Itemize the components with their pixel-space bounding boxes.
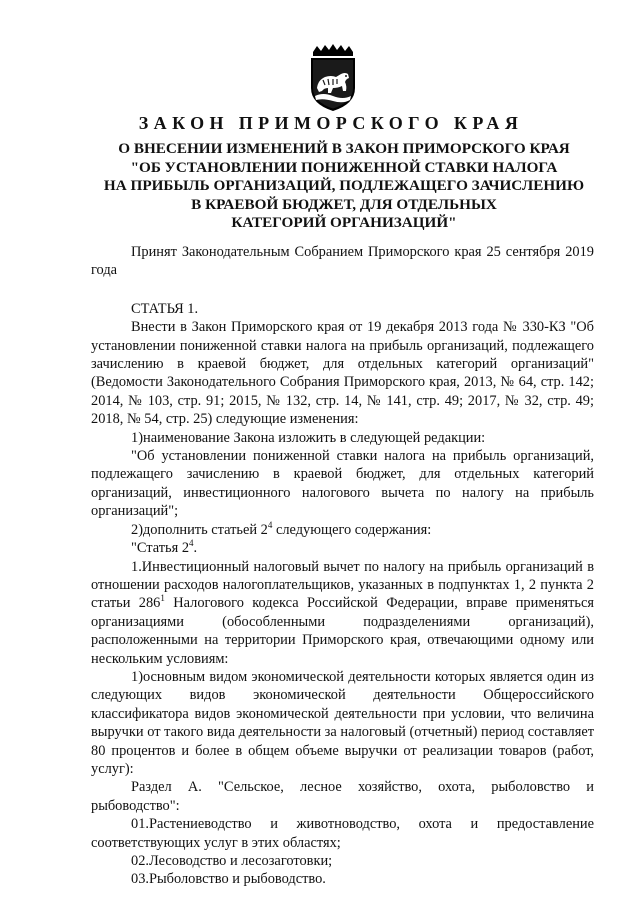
- subtitle-line: НА ПРИБЫЛЬ ОРГАНИЗАЦИЙ, ПОДЛЕЖАЩЕГО ЗАЧИСЛЕНИЮ: [103, 177, 585, 194]
- new-article-heading: [91, 539, 594, 557]
- activity-code-03: 03.Рыболовство и рыбоводство.: [131, 871, 326, 888]
- point-1: [91, 558, 594, 668]
- activity-code-01: 01.Растениеводство и животноводство, охота и предоставление соответствующих услуг в этих областях;: [91, 816, 594, 851]
- law-subtitle: [80, 140, 608, 233]
- primorsky-coat-of-arms-tiger-icon: [303, 44, 363, 112]
- point-1-text: Налогового кодекса Российской Федерации, вправе применяться организациями (обособленными подразделениями организаций), расположенными на территории Приморского края, отвечающими одному или нескольким условиям:: [91, 595, 594, 667]
- superscript: 4: [189, 538, 194, 549]
- section-a: Раздел А. "Сельское, лесное хозяйство, охота, рыболовство и рыбоводство":: [91, 779, 594, 814]
- subtitle-line: КАТЕГОРИЙ ОРГАНИЗАЦИЙ": [231, 214, 457, 231]
- new-article-heading-text: .: [193, 540, 198, 557]
- condition-1: 1)основным видом экономической деятельности которых является один из следующих видов экономической деятельности Общероссийского классификатора видов экономической деятельности при условии, что величина выручки от такого вида деятельности за налоговый (отчетный) период составляет 80 процентов и более в общем объеме выручки от реализации товаров (работ, услуг):: [91, 668, 594, 777]
- superscript: 4: [267, 519, 273, 530]
- amendment-item-1: 1)наименование Закона изложить в следующей редакции:: [131, 429, 486, 446]
- subtitle-line: О ВНЕСЕНИИ ИЗМЕНЕНИЙ В ЗАКОН ПРИМОРСКОГО КРАЯ: [118, 140, 570, 157]
- amendment-item-2-text: следующего содержания:: [272, 521, 432, 538]
- amendment-item-1-text: "Об установлении пониженной ставки налога на прибыль организаций, подлежащего зачислению в краевой бюджет, для отдельных категорий организаций, инвестиционного налогового вычета по налогу на прибыль организаций";: [91, 448, 594, 520]
- superscript: 1: [160, 593, 165, 604]
- amendment-item-2-text: 2)дополнить статьей 2: [131, 521, 268, 538]
- subtitle-line: В КРАЕВОЙ БЮДЖЕТ, ДЛЯ ОТДЕЛЬНЫХ: [191, 195, 497, 213]
- law-title: ЗАКОН ПРИМОРСКОГО КРАЯ: [138, 113, 524, 133]
- article-intro: Внести в Закон Приморского края от 19 декабря 2013 года № 330-КЗ "Об установлении пониженной ставки налога на прибыль организаций, подлежащего зачислению в краевой бюджет, для отдельных категорий организаций" (Ведомости Законодательного Собрания Приморского края, 2013, № 64, стр. 142; 2014, № 103, стр. 91; 2015, № 132, стр. 14, № 141, стр. 49; 2017, № 32, стр. 49; 2018, № 54, стр. 25) следующие изменения:: [91, 319, 594, 428]
- activity-code-02: 02.Лесоводство и лесозаготовки;: [131, 853, 333, 869]
- amendment-item-2: [91, 521, 594, 539]
- point-1-text: 1.Инвестиционный налоговый вычет по налогу на прибыль организаций в отношении расходов налогоплательщиков, указанных в подпунктах 1, 2 пункта 2 статьи 286: [91, 558, 594, 612]
- article-heading: СТАТЬЯ 1.: [131, 300, 199, 317]
- subtitle-line: "ОБ УСТАНОВЛЕНИИ ПОНИЖЕННОЙ СТАВКИ НАЛОГА: [130, 158, 558, 176]
- document-body: [91, 243, 594, 889]
- new-article-heading-text: "Статья 2: [131, 540, 190, 557]
- adoption-note: Принят Законодательным Собранием Приморского края 25 сентября 2019 года: [91, 244, 594, 279]
